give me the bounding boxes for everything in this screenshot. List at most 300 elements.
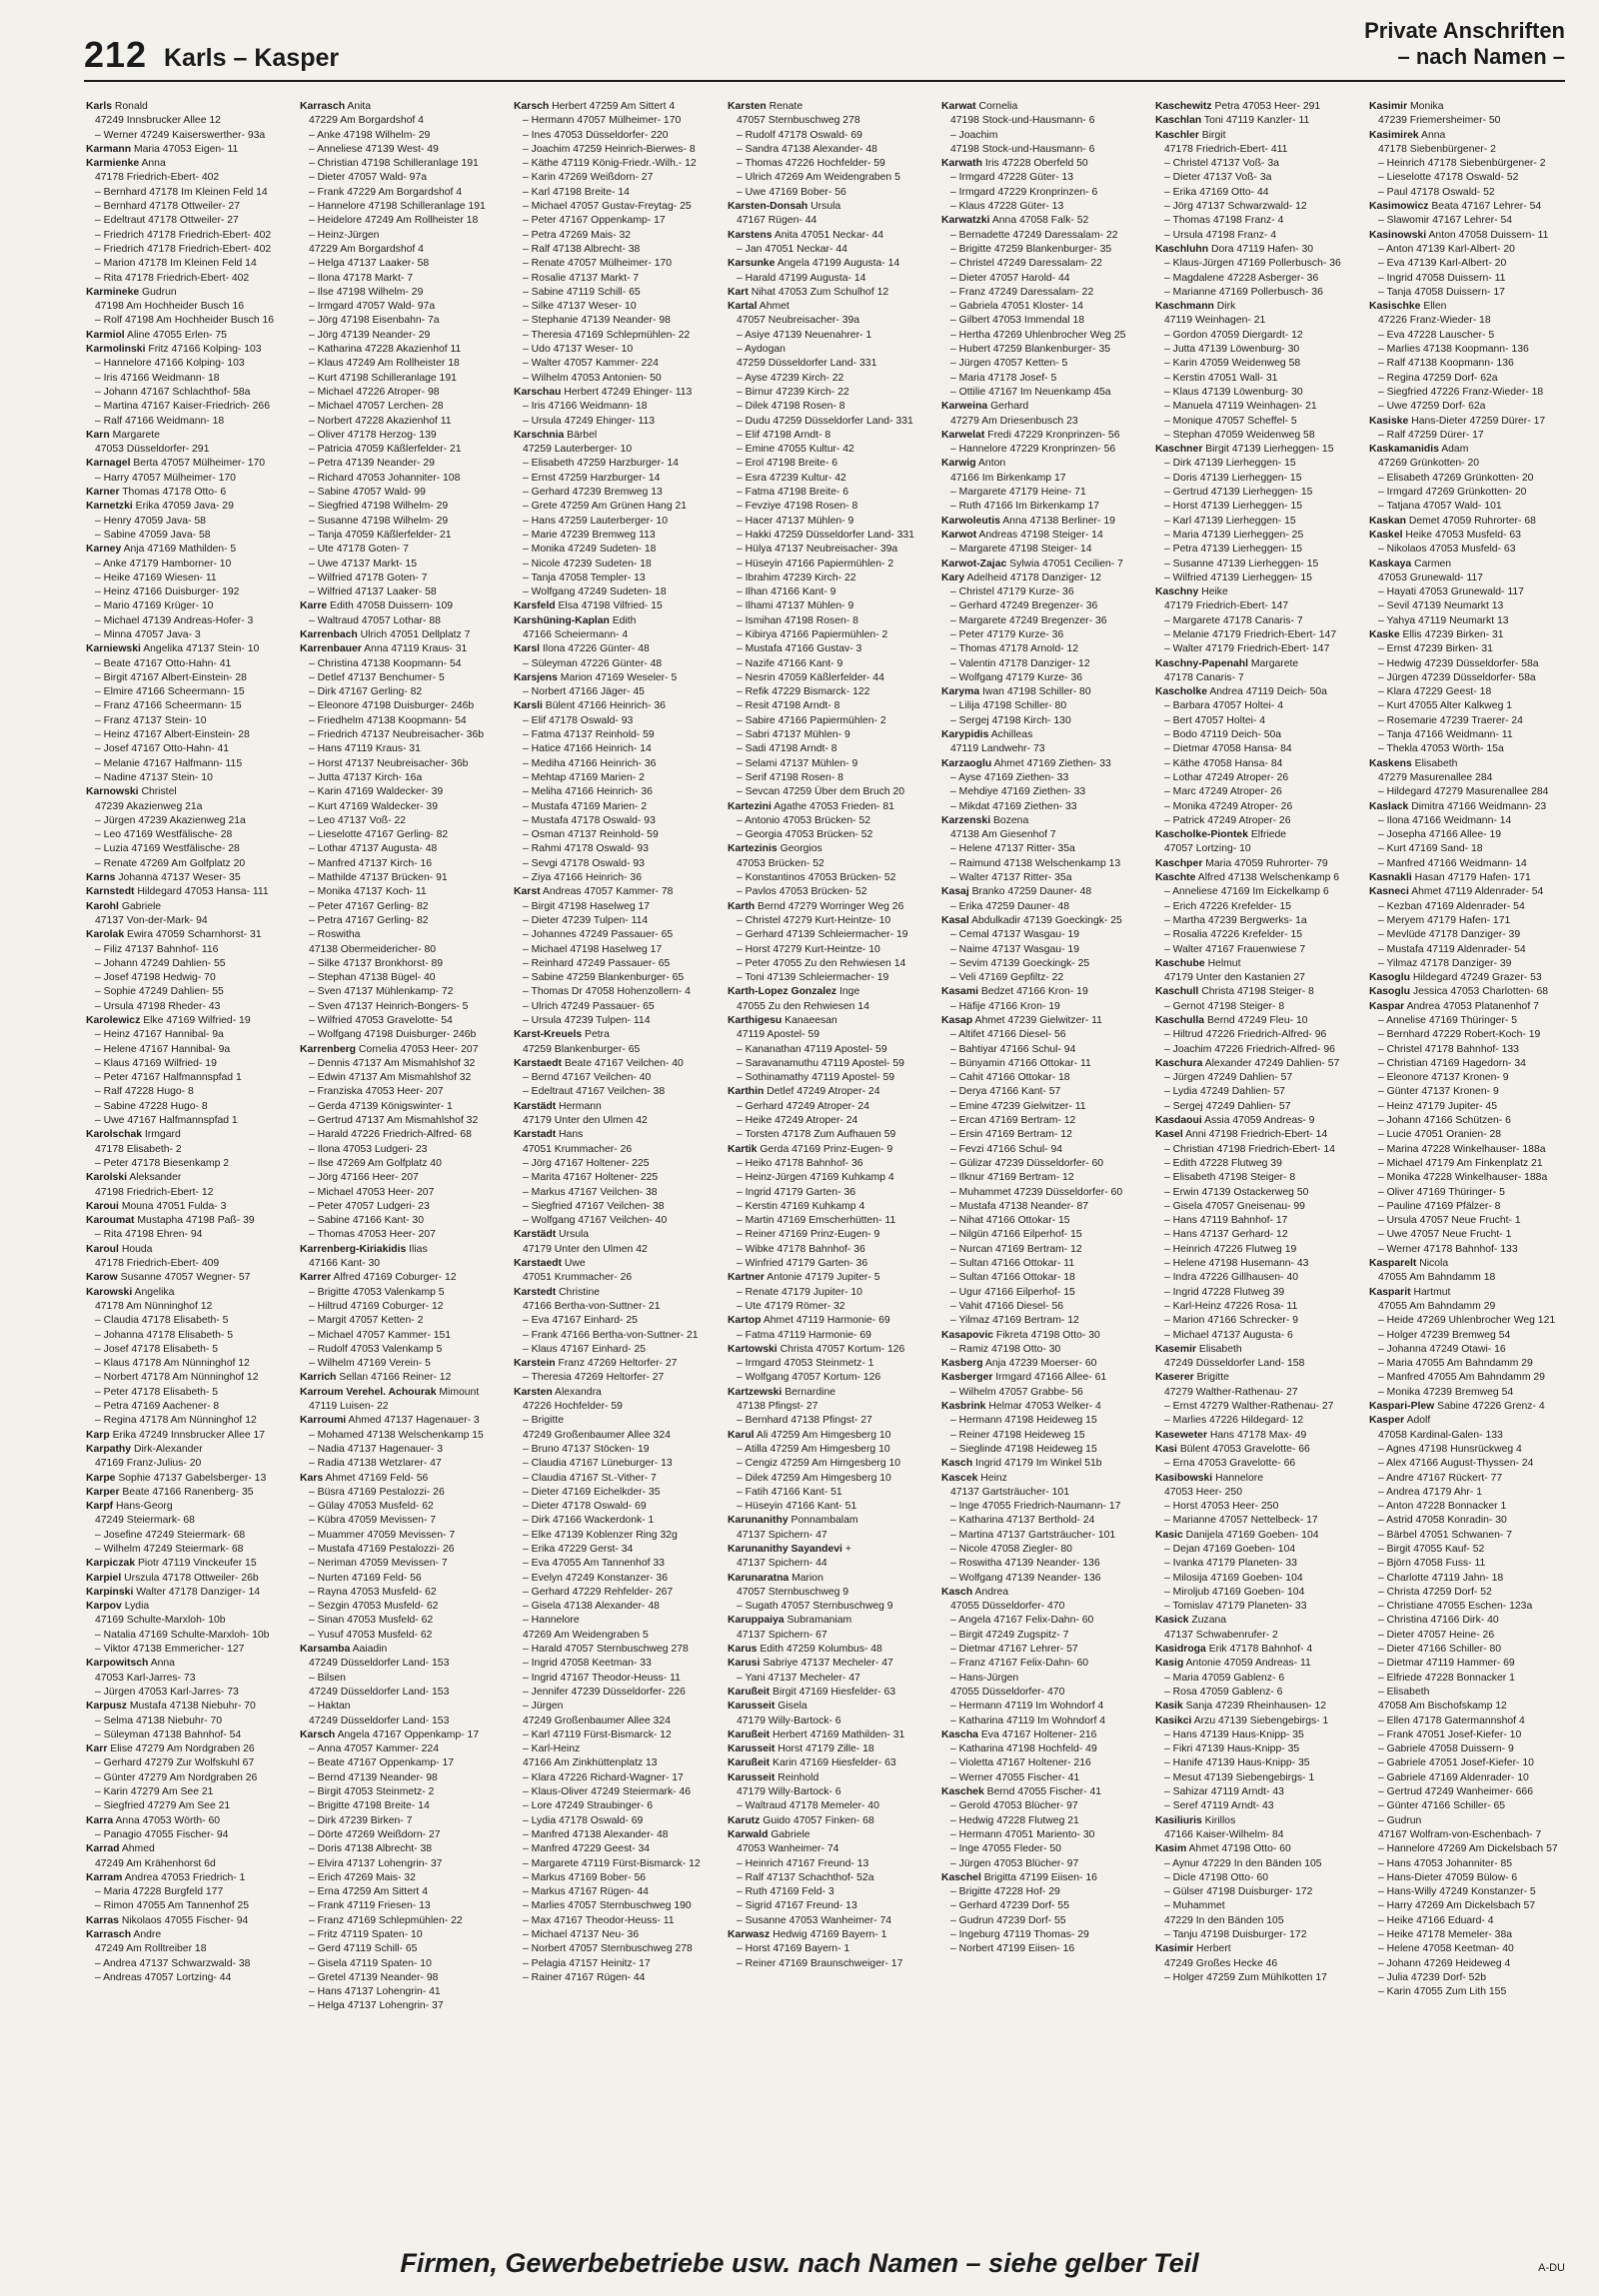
entry-subline: – Norbert 47166 Jäger- 45 [523,686,645,698]
directory-entry [514,957,716,971]
directory-entry [514,1529,716,1543]
directory-entry [300,1028,502,1042]
entry-surname: Karpathy [86,1443,132,1455]
entry-subline: – Peter 47167 Gerling- 82 [309,900,429,912]
directory-entry [300,329,502,343]
entry-subline: – Markus 47167 Veilchen- 38 [523,1186,658,1198]
directory-entry [728,372,929,386]
entry-subline: – Erich 47269 Mais- 32 [309,1871,416,1883]
directory-entry [300,300,502,314]
directory-entry [300,500,502,514]
entry-subline: – Mediha 47166 Heinrich- 36 [523,757,657,769]
entry-subline: – Walter 47167 Frauenwiese 7 [1164,943,1306,955]
directory-entry [1369,372,1571,386]
entry-subline: – Friedrich 47178 Friedrich-Ebert- 402 [95,229,272,241]
directory-entry [300,1529,502,1543]
directory-entry [300,1414,502,1428]
entry-subline: – Joachim 47259 Heinrich-Bierwes- 8 [523,143,696,155]
directory-entry [941,1472,1143,1486]
entry-subline: – Klaus-Oliver 47249 Steiermark- 46 [523,1786,692,1798]
directory-entry [941,286,1143,300]
directory-entry [941,614,1143,628]
entry-subline: – Sahizar 47119 Arndt- 43 [1164,1786,1284,1798]
directory-entry [86,1629,288,1643]
directory-entry [728,800,929,814]
directory-entry [300,1799,502,1813]
entry-surname: Karwot-Zajac [941,558,1007,570]
entry-subline: – Gertrud 47137 Am Mismahlshof 32 [309,1115,479,1127]
entry-subline: 47249 Großenbaumer Allee 324 [523,1715,671,1726]
directory-entry [300,1514,502,1528]
entry-details: Bärbel [567,429,598,441]
directory-entry [1369,1457,1571,1471]
directory-entry [728,642,929,656]
directory-entry [1369,971,1571,985]
directory-entry [86,914,288,928]
entry-subline: – Margit 47057 Ketten- 2 [309,1315,424,1327]
entry-subline: – Selma 47138 Niebuhr- 70 [95,1715,223,1726]
directory-entry [514,914,716,928]
entry-subline: – Sabine 47119 Schill- 65 [523,286,641,298]
entry-surname: Karmann [86,143,132,155]
entry-surname: Karpinski [86,1586,134,1598]
directory-entry [514,1572,716,1586]
directory-entry [941,314,1143,328]
entry-subline: – Marlies 47138 Koopmann- 136 [1378,344,1529,356]
directory-entry [941,1928,1143,1942]
entry-subline: 47249 Großes Hecke 46 [1164,1957,1278,1969]
directory-entry [514,500,716,514]
directory-entry [1155,585,1357,599]
directory-entry [1155,771,1357,785]
entry-subline: – Fevzi 47166 Schul- 94 [950,1143,1063,1155]
entry-subline: 47166 Bertha-von-Suttner- 21 [523,1300,661,1312]
directory-entry [728,1715,929,1728]
directory-entry [300,1985,502,1999]
directory-entry [941,1443,1143,1457]
entry-subline: – Refik 47229 Bismarck- 122 [737,686,870,698]
entry-details: Sellan 47166 Reiner- 12 [339,1372,452,1384]
directory-entry [1155,957,1357,971]
entry-subline: – Toni 47139 Schleiermacher- 19 [737,972,889,984]
entry-subline: – Rosa 47059 Gablenz- 6 [1164,1686,1283,1698]
directory-entry [941,1885,1143,1899]
entry-subline: – Rosemarie 47239 Traerer- 24 [1378,714,1523,726]
directory-entry [1369,515,1571,529]
entry-subline: – Jürgen 47057 Ketten- 5 [950,358,1068,370]
directory-entry [300,1400,502,1414]
directory-entry [1369,314,1571,328]
entry-subline: – Johanna 47178 Elisabeth- 5 [95,1329,234,1341]
entry-surname: Kaschluhn [1155,243,1209,255]
entry-subline: – Detlef 47137 Benchumer- 5 [309,671,445,683]
entry-subline: – Hannelore 47229 Kronprinzen- 56 [950,444,1116,456]
entry-subline: – Rainer 47167 Rügen- 44 [523,1971,646,1983]
directory-entry [1155,614,1357,628]
directory-column [941,100,1143,2223]
entry-subline: – Cahit 47166 Ottokar- 18 [950,1072,1070,1084]
entry-subline: – Heinz 47179 Jupiter- 45 [1378,1100,1497,1112]
directory-entry [728,1200,929,1214]
directory-entry [300,800,502,814]
entry-subline: – Gretel 47139 Neander- 98 [309,1971,439,1983]
entry-subline: – Ilse 47269 Am Golfplatz 40 [309,1157,442,1169]
entry-subline: – Doris 47138 Albrecht- 38 [309,1843,433,1855]
entry-subline: – Anneliese 47169 Im Eickelkamp 6 [1164,886,1329,898]
directory-entry [941,1286,1143,1300]
entry-surname: Karschau [514,386,562,398]
directory-entry [514,100,716,114]
directory-entry [514,900,716,914]
directory-entry [86,885,288,899]
directory-entry [1369,500,1571,514]
directory-entry [300,1828,502,1842]
directory-entry [1369,943,1571,957]
entry-subline: – Hacer 47137 Mühlen- 9 [737,515,854,527]
entry-details: Hedwig 47169 Bayern- 1 [773,1929,887,1940]
entry-subline: – Friedrich 47137 Neubreisacher- 36b [309,729,485,741]
directory-entry [941,657,1143,671]
directory-entry [86,900,288,914]
directory-entry [514,1371,716,1385]
directory-entry [1369,728,1571,742]
entry-subline: – Heinz-Jürgen [309,229,380,241]
entry-subline: – Ingrid 47058 Keetman- 33 [523,1658,652,1670]
directory-entry [86,728,288,742]
entry-subline: – Dieter 47057 Heine- 26 [1378,1629,1495,1641]
directory-entry [728,828,929,842]
directory-entry [300,100,502,114]
entry-subline: – Yilmaz 47169 Bertram- 12 [950,1315,1079,1327]
entry-subline: – Torsten 47178 Zum Aufhauen 59 [737,1129,896,1141]
directory-entry [514,386,716,400]
entry-surname: Kartner [728,1272,765,1284]
directory-entry [1369,214,1571,228]
directory-entry [86,1715,288,1728]
entry-subline: – Bünyamin 47166 Ottokar- 11 [950,1057,1091,1069]
directory-entry [1155,1942,1357,1956]
entry-subline: – Peter 47055 Zu den Rehwiesen 14 [737,957,906,969]
entry-subline: – Elisabeth 47198 Steiger- 8 [1164,1172,1296,1184]
entry-details: Renate [769,101,803,112]
entry-subline: – Michael 47137 Neu- 36 [523,1929,640,1940]
entry-surname: Kasik [1155,1701,1183,1713]
entry-details: Hasan 47179 Hafen- 171 [1414,872,1531,884]
entry-details: Monika [1410,101,1444,112]
directory-entry [300,229,502,243]
directory-entry [1155,1071,1357,1085]
entry-subline: – Rudolf 47178 Oswald- 69 [737,129,862,141]
entry-subline: – Erwin 47139 Ostackerweg 50 [1164,1186,1309,1198]
entry-subline: – Heinrich 47226 Flutweg 19 [1164,1243,1297,1255]
directory-entry [1369,1200,1571,1214]
directory-entry [514,1814,716,1828]
entry-surname: Kasimowicz [1369,201,1429,213]
entry-subline: – Elke 47139 Koblenzer Ring 32g [523,1529,678,1541]
entry-subline: – Michael 47057 Kammer- 151 [309,1329,452,1341]
directory-entry [514,1000,716,1014]
directory-entry [1155,314,1357,328]
entry-details: Anna [1421,129,1446,141]
entry-subline: – Violetta 47167 Holtener- 216 [950,1757,1091,1769]
directory-entry [1369,1828,1571,1842]
entry-subline: – Friedhelm 47138 Koopmann- 54 [309,714,467,726]
directory-entry [300,372,502,386]
entry-surname: Karowski [86,1286,133,1298]
entry-surname: Kasidroga [1155,1644,1206,1656]
entry-subline: 47166 Kant- 30 [309,1258,381,1270]
directory-entry [1155,1100,1357,1114]
directory-entry [514,757,716,771]
entry-subline: – Katharina 47198 Hochfeld- 49 [950,1743,1097,1755]
directory-entry [941,1085,1143,1099]
entry-subline: – Björn 47058 Fuss- 11 [1378,1558,1486,1570]
directory-entry [300,985,502,999]
entry-subline: – Nadine 47137 Stein- 10 [95,771,213,783]
entry-subline: 47137 Spichern- 44 [737,1558,827,1570]
entry-subline: 47178 Friedrich-Ebert- 409 [95,1258,220,1270]
directory-entry [941,1400,1143,1414]
directory-entry [300,1200,502,1214]
directory-entry [514,572,716,585]
directory-entry [514,842,716,856]
entry-subline: – Rita 47198 Ehren- 94 [95,1229,203,1241]
entry-surname: Karls [86,101,112,112]
directory-entry [1369,1799,1571,1813]
directory-column [86,100,288,2223]
entry-details: Uwe [564,1258,586,1270]
directory-entry [941,757,1143,771]
directory-entry [300,1243,502,1257]
directory-entry [86,1143,288,1157]
entry-surname: Kaschube [1155,957,1205,969]
directory-entry [86,757,288,771]
directory-entry [1369,1971,1571,1985]
entry-details: Ewira 47059 Scharnhorst- 31 [127,929,262,941]
entry-surname: Kasapovic [941,1329,993,1341]
directory-entry [86,1885,288,1899]
entry-subline: – Oliver 47169 Thüringer- 5 [1378,1186,1505,1198]
directory-entry [1155,1557,1357,1571]
directory-entry [300,129,502,143]
entry-subline: 47138 Am Giesenhof 7 [950,829,1056,841]
entry-subline: – Wilfried 47053 Gravelotte- 54 [309,1015,453,1026]
directory-entry [1155,1799,1357,1813]
entry-subline: – Erika 47259 Dauner- 48 [950,900,1069,912]
directory-entry [1155,885,1357,899]
directory-entry [86,214,288,228]
entry-subline: – Claudia 47178 Elisabeth- 5 [95,1315,229,1327]
entry-surname: Kasikci [1155,1715,1192,1726]
entry-subline: – Reinhard 47249 Passauer- 65 [523,957,671,969]
directory-entry [941,1429,1143,1443]
directory-entry [86,400,288,414]
directory-entry [941,1128,1143,1142]
entry-subline: – Walter 47137 Ritter- 35a [950,872,1072,884]
directory-entry [86,1928,288,1942]
directory-entry [941,1657,1143,1671]
entry-subline: – Franz 47169 Schlepmühlen- 22 [309,1914,463,1926]
directory-entry [1155,914,1357,928]
entry-surname: Karußeit [728,1728,771,1740]
directory-entry [1369,1314,1571,1328]
directory-entry [728,771,929,785]
entry-surname: Karutz [728,1814,761,1826]
directory-entry [728,1085,929,1099]
entry-subline: – Emine 47055 Kultur- 42 [737,444,854,456]
directory-entry [86,671,288,685]
entry-surname: Karwat [941,101,976,112]
directory-entry [300,842,502,856]
entry-subline: – Ugur 47166 Eilperhof- 15 [950,1286,1075,1298]
directory-entry [728,900,929,914]
directory-entry [86,699,288,713]
entry-subline: – Jörg 47137 Schwarzwald- 12 [1164,201,1307,213]
entry-subline: – Martha 47239 Bergwerks- 1a [1164,914,1307,926]
directory-entry [728,429,929,443]
entry-surname: Karmolinski [86,344,146,356]
entry-details: Alfred 47169 Coburger- 12 [333,1272,457,1284]
directory-entry [86,1271,288,1285]
entry-subline: – Wolfgang 47249 Sudeten- 18 [523,586,667,598]
directory-entry [728,1386,929,1400]
directory-entry [1369,1371,1571,1385]
entry-subline: – Ulrich 47269 Am Weidengraben 5 [737,172,900,184]
entry-subline: – Stephan 47059 Weidenweg 58 [1164,429,1315,441]
entry-surname: Kasap [941,1015,973,1026]
entry-surname: Kasch [941,1586,973,1598]
directory-entry [300,1343,502,1357]
entry-subline: – Christina 47166 Dirk- 40 [1378,1615,1499,1627]
directory-entry [86,599,288,613]
entry-subline: – Martina 47167 Kaiser-Friedrich- 266 [95,401,270,413]
entry-surname: Karsch [300,1728,336,1740]
directory-entry [1155,1271,1357,1285]
entry-details: Hartmut [1413,1286,1451,1298]
directory-entry [728,1742,929,1756]
directory-entry [728,699,929,713]
directory-entry [728,1942,929,1956]
directory-entry [1369,1771,1571,1785]
entry-surname: Karthin [728,1086,765,1098]
entry-details: Assia 47059 Andreas- 9 [1204,1115,1315,1127]
entry-surname: Kaschlan [1155,115,1202,127]
directory-entry [86,814,288,828]
entry-subline: – Yahya 47119 Neumarkt 13 [1378,614,1509,626]
directory-entry [1369,1543,1571,1557]
entry-subline: – Elvira 47137 Lohengrin- 37 [309,1857,443,1869]
directory-entry [514,1343,716,1357]
entry-details: Anna [150,1658,175,1670]
entry-subline: 47053 Wanheimer- 74 [737,1843,839,1855]
entry-subline: – Heinrich 47167 Freund- 13 [737,1857,869,1869]
entry-subline: – Häfije 47166 Kron- 19 [950,1000,1060,1012]
entry-subline: – Holger 47259 Zum Mühlkotten 17 [1164,1971,1327,1983]
directory-entry [728,1000,929,1014]
entry-subline: – Hermann 47051 Mariento- 30 [950,1828,1095,1840]
directory-entry [1369,1842,1571,1856]
entry-subline: – Martina 47137 Gartsträucher- 101 [950,1529,1116,1541]
entry-subline: – Helene 47058 Keetman- 40 [1378,1943,1514,1955]
directory-entry [1155,1756,1357,1770]
entry-subline: – Jutta 47137 Kirch- 16a [309,771,423,783]
entry-subline: 47057 Sternbuschweg 278 [737,115,860,127]
directory-entry [728,1314,929,1328]
entry-details: Kanaeesan [785,1015,837,1026]
entry-details: Marion 47169 Weseler- 5 [560,671,678,683]
entry-subline: – Manfred 47138 Alexander- 48 [523,1828,669,1840]
entry-subline: – Marianne 47169 Pollerbusch- 36 [1164,286,1323,298]
entry-subline: – Harald 47057 Sternbuschweg 278 [523,1644,689,1656]
directory-entry [1369,1914,1571,1928]
entry-subline: – Christian 47198 Friedrich-Ebert- 14 [1164,1143,1335,1155]
directory-entry [941,1414,1143,1428]
directory-entry [728,971,929,985]
directory-entry [300,1043,502,1057]
entry-subline: – Manfred 47055 Am Bahndamm 29 [1378,1372,1545,1384]
directory-entry [941,1828,1143,1842]
entry-details: Thomas 47178 Otto- 6 [122,487,227,499]
entry-surname: Kasig [1155,1658,1184,1670]
directory-entry [728,1028,929,1042]
entry-subline: 47249 Düsseldorfer Land- 153 [309,1686,450,1698]
directory-entry [941,885,1143,899]
entry-subline: – Roswitha [309,929,361,941]
entry-details: Anna 47119 Kraus- 31 [364,643,468,655]
directory-entry [728,1814,929,1828]
entry-subline: 47249 Am Rolltreiber 18 [95,1943,207,1955]
entry-subline: – Mevlüde 47178 Danziger- 39 [1378,929,1521,941]
entry-details: Gudrun [142,286,177,298]
entry-subline: 47198 Stock-und-Hausmann- 6 [950,115,1095,127]
entry-details: Aleksander [129,1172,182,1184]
directory-entry [1155,1657,1357,1671]
directory-entry [86,171,288,185]
directory-entry [86,500,288,514]
directory-entry [941,272,1143,286]
directory-entry [300,642,502,656]
entry-subline: – Christel 47137 Voß- 3a [1164,158,1279,170]
entry-subline: 47055 Düsseldorfer- 470 [950,1686,1065,1698]
entry-subline: – Edeltraut 47178 Ottweiler- 27 [95,215,239,227]
directory-entry [300,771,502,785]
entry-details: Anna 47138 Berliner- 19 [1002,515,1115,527]
entry-subline: – Monika 47228 Winkelhauser- 188a [1378,1172,1548,1184]
entry-subline: – Heinz 47167 Hannibal- 9a [95,1029,224,1041]
directory-entry [86,1243,288,1257]
directory-entry [300,1014,502,1028]
entry-subline: – Peter 47178 Elisabeth- 5 [95,1386,219,1398]
entry-subline: – Gudrun [1378,1814,1422,1826]
entry-subline: – Marina 47228 Winkelhauser- 188a [1378,1143,1546,1155]
directory-entry [1369,1100,1571,1114]
entry-subline: – Klaus 47167 Einhard- 25 [523,1343,647,1355]
entry-subline: – Gerhard 47229 Rehfelder- 267 [523,1586,674,1598]
directory-entry [86,1686,288,1700]
entry-subline: – Heinz 47167 Albert-Einstein- 28 [95,729,250,741]
entry-subline: – Ursula 47239 Tulpen- 114 [523,1015,651,1026]
entry-subline: – Siegfried 47198 Wilhelm- 29 [309,501,449,513]
directory-entry [941,785,1143,799]
directory-entry [86,386,288,400]
entry-subline: – Evelyn 47249 Konstanzer- 36 [523,1572,668,1584]
entry-subline: – Elmire 47166 Scheermann- 15 [95,686,245,698]
directory-entry [941,1643,1143,1657]
entry-subline: – Birgit 47053 Steinmetz- 2 [309,1786,435,1798]
directory-entry [514,1443,716,1457]
directory-entry [300,157,502,171]
entry-subline: – Roswitha 47139 Neander- 136 [950,1558,1100,1570]
